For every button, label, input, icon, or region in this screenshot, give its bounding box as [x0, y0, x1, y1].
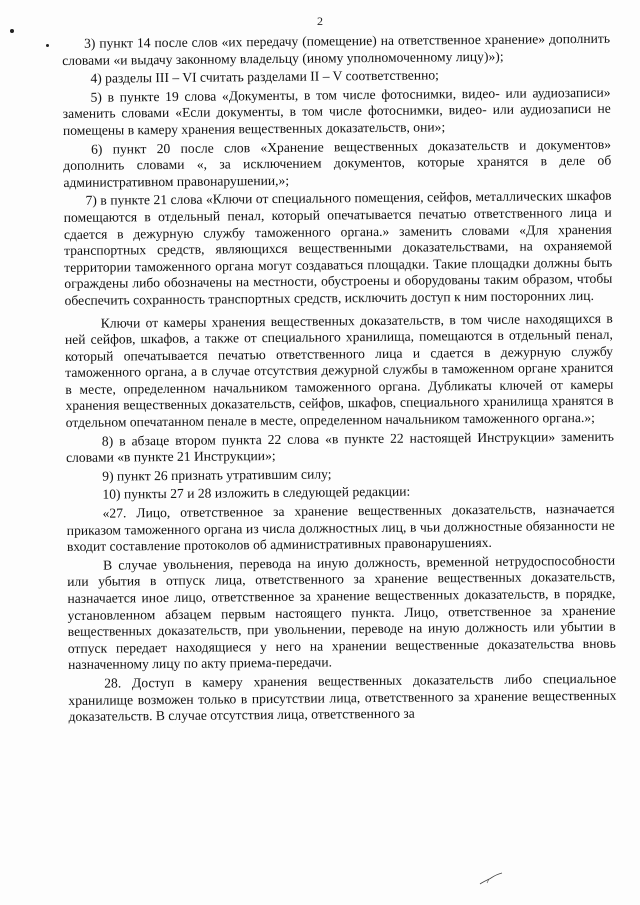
document-body [62, 31, 617, 728]
paragraph-item-7: 7) в пункте 21 слова «Ключи от специального помещения, сейфов, металлических шкафов помещаются в отдельный пенал, который опечатывается печатью ответственного лица и сдается в дежурную службу таможенного органа.» заменить словами «Для хранения транспортных средств, являющихся вещественными доказательствами, на охраняемой территории таможенного органа могут создаваться площадки. Такие площадки должны быть ограждены либо обозначены на местности, обустроены и оборудованы таким образом, чтобы обеспечить сохранность транспортных средств, исключить доступ к ним посторонних лиц. [63, 188, 613, 308]
paragraph-point-27: «27. Лицо, ответственное за хранение вещественных доказательств, назначается приказом таможенного органа из числа должностных лиц, в чьи должностные обязанности не входит составление протоколов об административных правонарушениях. [66, 500, 615, 555]
paragraph-dismissal: В случае увольнения, перевода на иную должность, временной нетрудоспособности или убытия в отпуск лица, ответственного за хранение вещественных доказательств, назначается иное лицо, ответственное за хранение вещественных доказательств, в порядке, установленном абзацем первым настоящего пункта. Лицо, ответственное за хранение вещественных доказательств, при увольнении, переводе на иную должность или убытии в отпуск передает находящиеся у него на хранении вещественные доказательства вновь назначенному лицу по акту приема-передачи. [67, 552, 616, 673]
pen-mark [478, 872, 504, 886]
scan-speck [10, 29, 14, 33]
paragraph-item-9: 9) пункт 26 признать утратившим силу; [102, 466, 332, 484]
paragraph-item-4: 4) разделы III – VI считать разделами II – V соответственно; [90, 67, 439, 86]
paragraph-keys: Ключи от камеры хранения вещественных доказательств, в том числе находящихся в ней сейфов, шкафов, а также от специального хранилища, помещаются в отдельный пенал, который опечатывается печатью ответственного лица и сдается в дежурную службу таможенного органа, а в случае отсутствия дежурной службы в таможенном органе хранится в месте, определенном начальником таможенного органа. Дубликаты ключей от камеры хранения вещественных доказательств, сейфов, шкафов, специального хранилища хранятся в отдельном опечатанном пенале в месте, определенном начальником таможенного органа.»; [64, 310, 614, 431]
paragraph-point-28: 28. Доступ в камеру хранения вещественных доказательств либо специальное хранилище возможен только в присутствии лица, ответственного за хранение вещественных доказательств. В случае отсутствия лица, ответственного за [68, 670, 617, 725]
paragraph-item-6: 6) пункт 20 после слов «Хранение вещественных доказательств и документов» дополнить словами «, за исключением документов, которые хранятся в деле об административном правонарушении,»; [63, 136, 612, 190]
scan-speck [46, 44, 49, 47]
paragraph-item-8: 8) в абзаце втором пункта 22 слова «в пункте 22 настоящей Инструкции» заменить словами «в пункте 21 Инструкции»; [65, 428, 614, 466]
page-number: 2 [317, 14, 323, 28]
paragraph-item-5: 5) в пункте 19 слова «Документы, в том числе фотоснимки, видео- или аудиозаписи» заменить словами «Если документы, в том числе фотоснимки, видео- или аудиозаписи не помещены в камеру хранения вещественных доказательств, они»; [62, 84, 611, 138]
paragraph-item-3: 3) пункт 14 после слов «их передачу (помещение) на ответственное хранение» дополнить словами «и выдачу законному владельцу (иному уполномоченному лицу)»); [62, 30, 611, 68]
paragraph-item-10: 10) пункты 27 и 28 изложить в следующей редакции: [102, 484, 411, 503]
